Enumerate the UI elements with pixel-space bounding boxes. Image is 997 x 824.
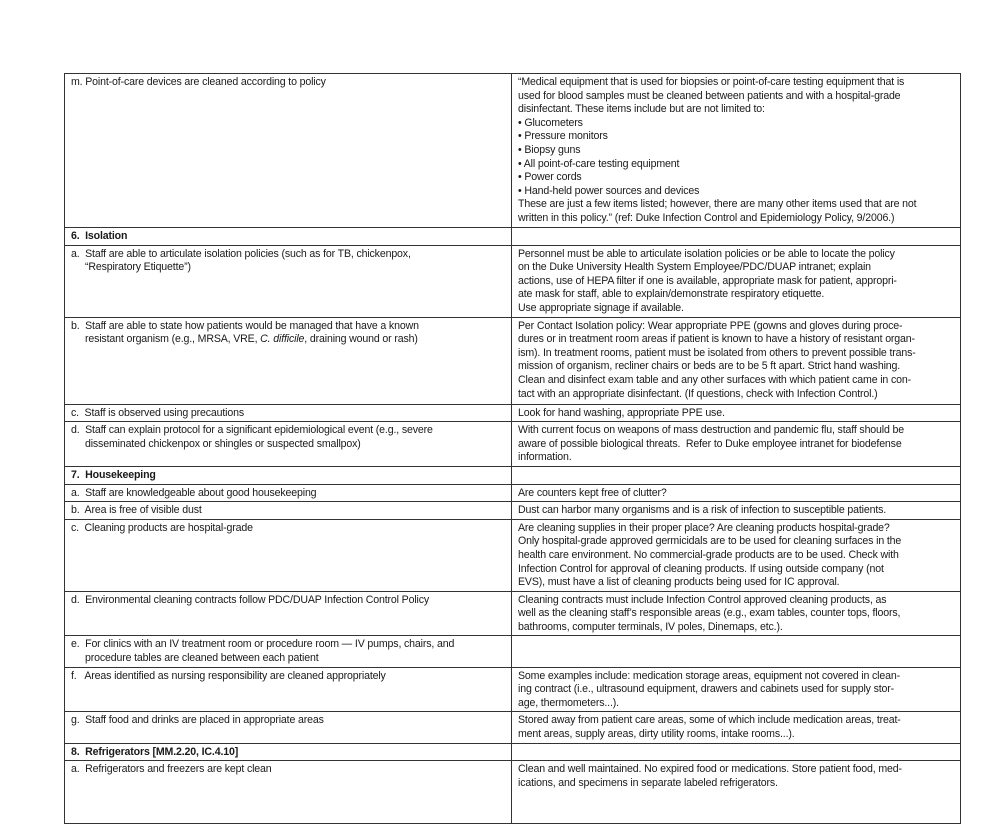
table-row [65, 636, 961, 667]
guidance-cell [512, 228, 961, 246]
guidance-text-line: information. [518, 451, 572, 464]
section-header-row [65, 743, 961, 761]
criterion-cell [65, 519, 512, 591]
table-row [65, 404, 961, 422]
criterion-text-line: 6. Isolation [71, 230, 128, 242]
guidance-cell [512, 591, 961, 636]
guidance-cell [512, 519, 961, 591]
section-title-cell [65, 466, 512, 484]
guidance-text-line: Stored away from patient care areas, some of which include medication areas, treat- [518, 714, 901, 727]
criterion-cell [65, 74, 512, 228]
criterion-text-line: d. Staff can explain protocol for a significant epidemiological event (e.g., severe [71, 424, 433, 437]
criterion-cell [65, 245, 512, 317]
guidance-text-line: used for blood samples must be cleaned between patients and with a hospital-grade [518, 89, 901, 102]
guidance-text-line: • Biopsy guns [518, 143, 581, 156]
guidance-cell [512, 484, 961, 502]
criterion-text-line: c. Staff is observed using precautions [71, 406, 244, 419]
guidance-text-line: Are cleaning supplies in their proper place? Are cleaning products hospital-grade? [518, 521, 890, 534]
guidance-text-line: EVS), must have a list of cleaning products being used for IC approval. [518, 576, 840, 589]
criterion-text-line: e. For clinics with an IV treatment room or procedure room — IV pumps, chairs, and [71, 638, 455, 651]
guidance-cell [512, 636, 961, 667]
criterion-text-line: c. Cleaning products are hospital-grade [71, 521, 253, 534]
guidance-text-line: Are counters kept free of clutter? [518, 486, 667, 499]
guidance-text-line: bathrooms, computer terminals, IV poles, Dinemaps, etc.). [518, 620, 783, 633]
criterion-cell [65, 636, 512, 667]
guidance-cell [512, 466, 961, 484]
guidance-text-line: Only hospital-grade approved germicidals are to be used for cleaning surfaces in the [518, 535, 902, 548]
table-row [65, 245, 961, 317]
guidance-text-line: disinfectant. These items include but are not limited to: [518, 103, 765, 116]
guidance-text-line: well as the cleaning staff’s responsible areas (e.g., exam tables, counter tops, floors, [518, 607, 901, 620]
criterion-text-line: b. Staff are able to state how patients would be managed that have a known [71, 319, 419, 332]
guidance-text-line: • Glucometers [518, 116, 583, 129]
checklist-table [64, 73, 961, 824]
guidance-text-line: ications, and specimens in separate labeled refrigerators. [518, 776, 778, 789]
table-row [65, 422, 961, 467]
criterion-text-line: a. Refrigerators and freezers are kept clean [71, 763, 272, 776]
criterion-text-line: g. Staff food and drinks are placed in appropriate areas [71, 714, 324, 727]
criterion-cell [65, 422, 512, 467]
guidance-cell [512, 404, 961, 422]
table-row [65, 502, 961, 520]
criterion-text-line: resistant organism (e.g., MRSA, VRE, C. difficile, draining wound or rash) [71, 333, 418, 346]
guidance-text-line: on the Duke University Health System Employee/PDC/DUAP intranet; explain [518, 261, 871, 274]
table-row [65, 317, 961, 404]
guidance-cell [512, 245, 961, 317]
guidance-text-line: These are just a few items listed; however, there are many other items used that are not [518, 198, 917, 211]
guidance-text-line: Use appropriate signage if available. [518, 301, 684, 314]
guidance-text-line: • Hand-held power sources and devices [518, 184, 700, 197]
guidance-text-line: ing contract (i.e., ultrasound equipment, drawers and cabinets used for supply stor- [518, 683, 895, 696]
criterion-cell [65, 404, 512, 422]
criterion-cell [65, 591, 512, 636]
guidance-text-line: aware of possible biological threats. Refer to Duke employee intranet for biodefense [518, 437, 902, 450]
guidance-cell [512, 74, 961, 228]
table-row [65, 519, 961, 591]
guidance-text-line: ment areas, supply areas, dirty utility rooms, intake rooms...). [518, 728, 795, 741]
guidance-text-line: tact with an appropriate disinfectant. (If questions, check with Infection Control.) [518, 387, 878, 400]
guidance-text-line: written in this policy.” (ref: Duke Infection Control and Epidemiology Policy, 9/2006.) [518, 211, 895, 224]
guidance-text-line: With current focus on weapons of mass destruction and pandemic flu, staff should be [518, 424, 905, 437]
guidance-text-line: Clean and well maintained. No expired food or medications. Store patient food, med- [518, 763, 902, 776]
guidance-text-line: age, thermometers...). [518, 696, 619, 709]
guidance-text-line: Dust can harbor many organisms and is a risk of infection to susceptible patients. [518, 504, 887, 517]
table-row [65, 667, 961, 712]
guidance-cell [512, 422, 961, 467]
criterion-text-line: b. Area is free of visible dust [71, 504, 202, 517]
guidance-text-line: Look for hand washing, appropriate PPE use. [518, 406, 725, 419]
section-header-row [65, 466, 961, 484]
table-row [65, 591, 961, 636]
guidance-text-line: dures or in treatment room areas if patient is known to have a history of resistant organ- [518, 333, 915, 346]
criterion-cell [65, 712, 512, 743]
criterion-text-line: m. Point-of-care devices are cleaned according to policy [71, 76, 326, 88]
guidance-text-line: actions, use of HEPA filter if one is available, appropriate mask for patient, appropri- [518, 274, 897, 287]
guidance-cell [512, 667, 961, 712]
organism-name: C. difficile [260, 333, 305, 346]
guidance-text-line: mission of organism, recliner chairs or beds are to be 5 ft apart. Strict hand washing. [518, 360, 901, 373]
guidance-cell [512, 317, 961, 404]
guidance-text-line: ate mask for staff, able to explain/demonstrate respiratory etiquette. [518, 288, 825, 301]
criterion-cell [65, 317, 512, 404]
table-row [65, 712, 961, 743]
criterion-text-line: a. Staff are knowledgeable about good housekeeping [71, 486, 317, 499]
guidance-text-line: • All point-of-care testing equipment [518, 157, 680, 170]
criterion-text-line: 8. Refrigerators [MM.2.20, IC.4.10] [71, 745, 239, 758]
guidance-cell [512, 502, 961, 520]
guidance-text-line: ism). In treatment rooms, patient must be isolated from others to prevent possible trans- [518, 346, 916, 359]
table-body [65, 74, 961, 824]
criterion-cell [65, 761, 512, 824]
table-row [65, 74, 961, 228]
guidance-cell [512, 743, 961, 761]
guidance-text-line: • Power cords [518, 171, 582, 184]
criterion-text-line: f. Areas identified as nursing responsibility are cleaned appropriately [71, 669, 386, 682]
table-row [65, 484, 961, 502]
section-title-cell [65, 743, 512, 761]
guidance-cell [512, 761, 961, 824]
criterion-text-line: 7. Housekeeping [71, 468, 156, 481]
guidance-cell [512, 712, 961, 743]
guidance-text-line: Infection Control for approval of cleaning products. If using outside company (not [518, 562, 884, 575]
guidance-text-line: Per Contact Isolation policy: Wear appropriate PPE (gowns and gloves during proce- [518, 319, 903, 332]
guidance-text-line: Some examples include: medication storage areas, equipment not covered in clean- [518, 669, 900, 682]
criterion-cell [65, 667, 512, 712]
criterion-cell [65, 502, 512, 520]
guidance-text-line: Personnel must be able to articulate isolation policies or be able to locate the policy [518, 247, 895, 260]
criterion-cell [65, 484, 512, 502]
criterion-text-line: d. Environmental cleaning contracts follow PDC/DUAP Infection Control Policy [71, 593, 430, 606]
guidance-text-line: “Medical equipment that is used for biopsies or point-of-care testing equipment that is [518, 76, 905, 88]
criterion-text-line: a. Staff are able to articulate isolation policies (such as for TB, chickenpox, [71, 247, 411, 260]
criterion-text-line: procedure tables are cleaned between each patient [71, 652, 319, 665]
guidance-text-line: Clean and disinfect exam table and any other surfaces with which patient came in con- [518, 373, 911, 386]
guidance-text-line: • Pressure monitors [518, 130, 608, 143]
guidance-text-line: health care environment. No commercial-grade products are to be used. Check with [518, 548, 899, 561]
guidance-text-line: Cleaning contracts must include Infection Control approved cleaning products, as [518, 593, 887, 606]
section-header-row [65, 228, 961, 246]
section-title-cell [65, 228, 512, 246]
criterion-text-line: “Respiratory Etiquette”) [71, 261, 191, 274]
criterion-text-line: disseminated chickenpox or shingles or suspected smallpox) [71, 437, 361, 450]
table-row [65, 761, 961, 824]
